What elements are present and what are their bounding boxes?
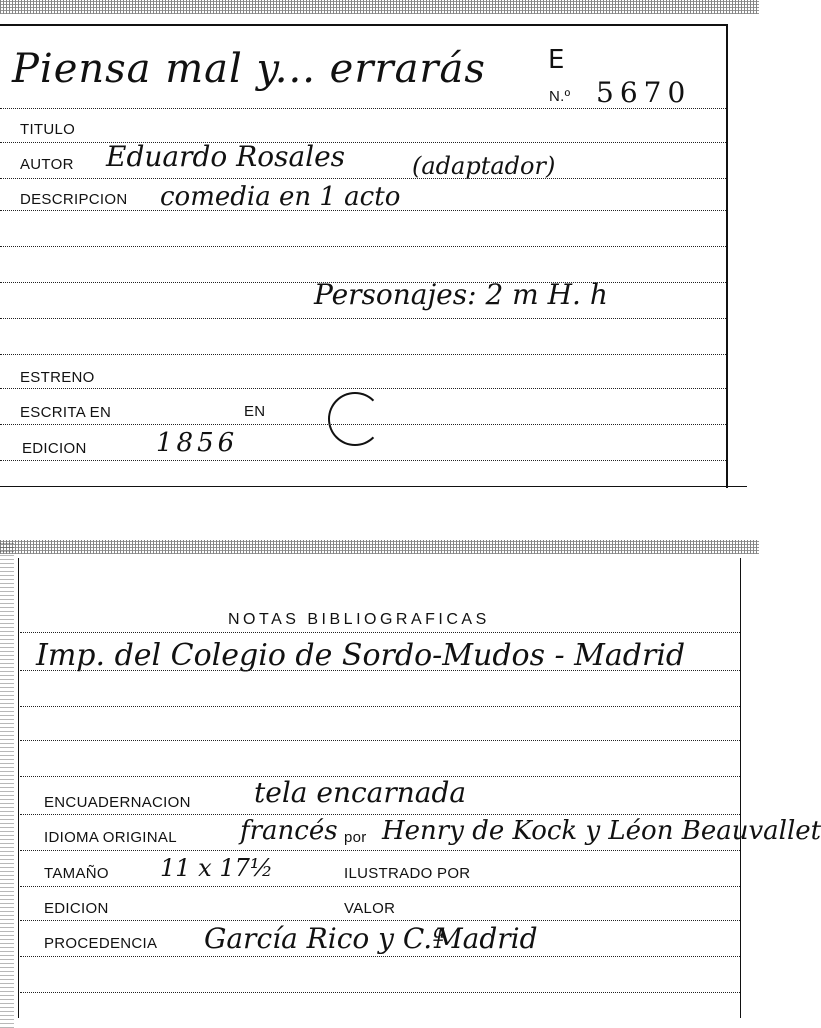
valor-label: VALOR xyxy=(344,900,396,917)
rule-line xyxy=(20,920,740,921)
scan-noise-left xyxy=(0,540,14,1028)
number-label: N.º xyxy=(549,88,571,105)
autor-label: AUTOR xyxy=(20,156,74,173)
rule-line xyxy=(20,706,740,707)
en-label: EN xyxy=(244,403,266,420)
card-border-top xyxy=(0,24,727,26)
card-border-right xyxy=(726,24,728,488)
idioma-por: por xyxy=(344,829,367,846)
ilustrado-label: ILUSTRADO POR xyxy=(344,865,471,882)
edicion-label: EDICION xyxy=(44,900,109,917)
encuadernacion-value: tela encarnada xyxy=(254,776,467,809)
scan-noise-top xyxy=(0,0,759,14)
descripcion-label: DESCRIPCION xyxy=(20,191,128,208)
rule-line xyxy=(20,670,740,671)
back-catalog-card xyxy=(0,540,821,1028)
series-letter: E xyxy=(548,45,565,75)
notas-heading: NOTAS BIBLIOGRAFICAS xyxy=(228,611,490,628)
scan-noise-top xyxy=(0,540,759,554)
rule-line xyxy=(0,178,726,179)
rule-line xyxy=(20,992,740,993)
rule-line xyxy=(0,424,726,425)
front-catalog-card xyxy=(0,0,759,492)
escrita-en-label: ESCRITA EN xyxy=(20,404,112,421)
circle-mark xyxy=(328,392,382,446)
rule-line xyxy=(20,886,740,887)
rule-line xyxy=(0,354,726,355)
card-border-right xyxy=(740,558,741,1018)
descripcion-value: comedia en 1 acto xyxy=(160,182,401,212)
tamano-value: 11 x 17½ xyxy=(160,854,274,882)
idioma-label: IDIOMA ORIGINAL xyxy=(44,829,177,846)
autor-value: Eduardo Rosales xyxy=(106,140,346,173)
card-border-left xyxy=(18,558,19,1018)
encuadernacion-label: ENCUADERNACION xyxy=(44,794,191,811)
catalog-number: 5670 xyxy=(596,76,692,109)
rule-line xyxy=(20,850,740,851)
rule-line xyxy=(0,108,726,109)
handwritten-title: Piensa mal y... errarás xyxy=(12,46,486,92)
edicion-value: 1856 xyxy=(156,428,239,458)
estreno-label: ESTRENO xyxy=(20,369,95,386)
rule-line xyxy=(0,246,726,247)
titulo-label: TITULO xyxy=(20,121,76,138)
idioma-value: francés xyxy=(240,816,338,846)
idioma-autores: Henry de Kock y Léon Beauvallet xyxy=(382,816,821,846)
notas-value: Imp. del Colegio de Sordo-Mudos - Madrid xyxy=(36,638,686,673)
card-border-bottom xyxy=(0,486,747,487)
personajes-value: Personajes: 2 m H. h xyxy=(314,278,608,311)
rule-line xyxy=(20,956,740,957)
procedencia-label: PROCEDENCIA xyxy=(44,935,158,952)
tamano-label: TAMAÑO xyxy=(44,865,109,882)
rule-line xyxy=(0,210,726,211)
rule-line xyxy=(20,740,740,741)
rule-line xyxy=(0,388,726,389)
edicion-label: EDICION xyxy=(22,440,87,457)
rule-line xyxy=(0,318,726,319)
autor-note: (adaptador) xyxy=(412,152,556,180)
rule-line xyxy=(0,460,726,461)
procedencia-value: García Rico y C.ª xyxy=(204,922,446,955)
rule-line xyxy=(20,632,740,633)
rule-line xyxy=(20,814,740,815)
procedencia-lugar: Madrid xyxy=(434,922,538,955)
